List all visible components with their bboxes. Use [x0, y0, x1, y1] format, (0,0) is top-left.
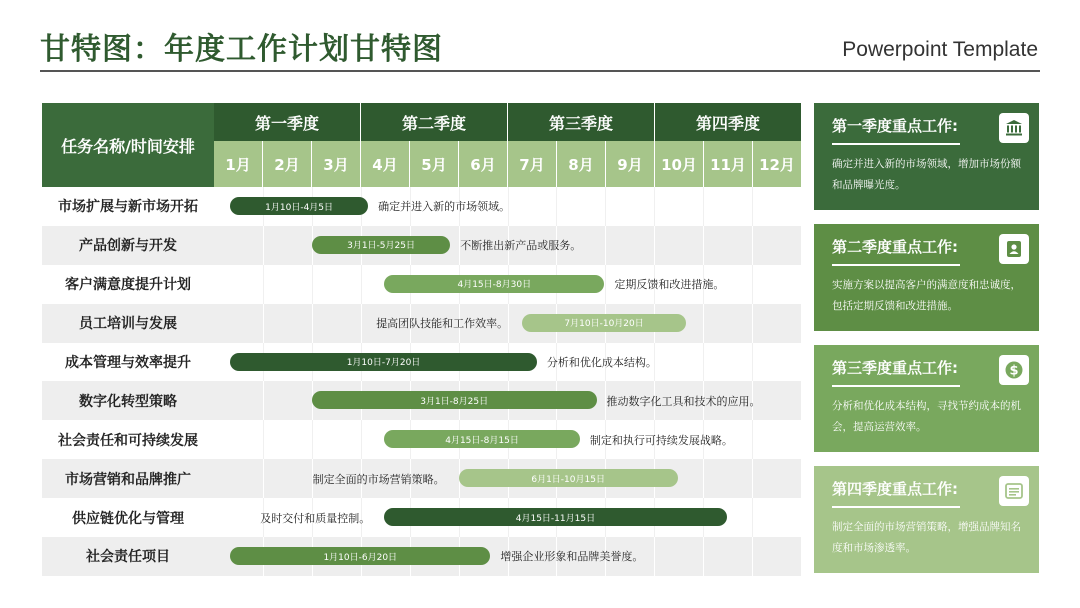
month-header: 2月	[263, 141, 312, 187]
grid-line	[263, 304, 264, 343]
task-timeline	[214, 537, 801, 576]
task-row	[42, 226, 801, 265]
task-row	[42, 381, 801, 420]
card-body: 制定全面的市场营销策略，增强品牌知名度和市场渗透率。	[832, 521, 1021, 554]
grid-line	[752, 265, 753, 304]
task-bar: 1月10日-6月20日	[230, 547, 490, 565]
task-timeline	[214, 304, 801, 343]
grid-line	[605, 226, 606, 265]
title-divider	[40, 70, 1040, 72]
task-note: 增强企业形象和品牌美誉度。	[500, 550, 644, 564]
task-row	[42, 498, 801, 537]
grid-line	[703, 304, 704, 343]
grid-line	[752, 420, 753, 459]
page-subtitle: Powerpoint Template	[842, 38, 1038, 61]
task-note: 提高团队技能和工作效率。	[376, 317, 509, 331]
task-note: 定期反馈和改进措施。	[614, 278, 725, 292]
task-row	[42, 420, 801, 459]
card-title-underline	[832, 385, 960, 387]
task-note: 推动数字化工具和技术的应用。	[606, 394, 761, 408]
task-bar: 4月15日-11月15日	[384, 508, 726, 526]
task-rows	[42, 187, 801, 576]
task-bar: 6月1日-10月15日	[459, 469, 678, 487]
grid-line	[361, 420, 362, 459]
grid-line	[654, 187, 655, 226]
grid-line	[703, 187, 704, 226]
task-note: 分析和优化成本结构。	[546, 356, 657, 369]
month-header: 4月	[361, 141, 410, 187]
task-timeline	[214, 343, 801, 382]
card-title-underline	[832, 264, 960, 266]
month-header: 9月	[606, 141, 655, 187]
task-bar: 7月10日-10月20日	[522, 314, 686, 332]
task-name: 产品创新与开发	[79, 238, 177, 255]
task-name: 成本管理与效率提升	[65, 355, 191, 371]
grid-line	[703, 459, 704, 498]
grid-line	[556, 187, 557, 226]
task-bar: 1月10日-4月5日	[230, 197, 368, 215]
grid-line	[605, 187, 606, 226]
task-row	[42, 265, 801, 304]
grid-line	[752, 304, 753, 343]
grid-line	[263, 226, 264, 265]
grid-line	[312, 304, 313, 343]
task-row	[42, 343, 801, 382]
task-bar: 1月10日-7月20日	[230, 353, 537, 371]
month-header: 1月	[214, 141, 263, 187]
card-title: 第三季度重点工作:	[832, 359, 958, 377]
task-name: 社会责任项目	[86, 549, 170, 566]
task-name: 市场营销和品牌推广	[65, 471, 191, 488]
quarter-focus-card	[814, 345, 1039, 452]
grid-line	[361, 304, 362, 343]
quarter-header: 第三季度	[508, 103, 655, 141]
id-card-icon	[999, 234, 1029, 264]
grid-line	[752, 187, 753, 226]
task-timeline	[214, 265, 801, 304]
task-bar: 3月1日-8月25日	[312, 391, 597, 409]
task-timeline	[214, 226, 801, 265]
task-note: 及时交付和质量控制。	[260, 511, 371, 525]
grid-line	[263, 265, 264, 304]
task-name: 数字化转型策略	[79, 393, 177, 410]
grid-line	[361, 265, 362, 304]
card-title-underline	[832, 506, 960, 508]
task-row	[42, 459, 801, 498]
grid-line	[703, 343, 704, 382]
quarter-header: 第四季度	[655, 103, 801, 141]
task-note: 不断推出新产品或服务。	[460, 239, 582, 253]
grid-line	[605, 265, 606, 304]
task-name: 客户满意度提升计划	[65, 277, 191, 294]
task-row	[42, 304, 801, 343]
task-note: 确定并进入新的市场领域。	[378, 200, 511, 214]
task-note: 制定和执行可持续发展战略。	[589, 433, 733, 447]
grid-line	[703, 226, 704, 265]
corner-header: 任务名称/时间安排	[42, 103, 214, 187]
month-header: 10月	[655, 141, 704, 187]
task-note: 制定全面的市场营销策略。	[312, 472, 445, 486]
grid-line	[263, 381, 264, 420]
quarter-focus-card	[814, 466, 1039, 573]
grid-line	[263, 459, 264, 498]
month-header: 3月	[312, 141, 361, 187]
card-body: 实施方案以提高客户的满意度和忠诚度，包括定期反馈和改进措施。	[832, 279, 1021, 312]
grid-line	[312, 265, 313, 304]
month-header: 8月	[557, 141, 606, 187]
task-row	[42, 537, 801, 576]
grid-line	[263, 420, 264, 459]
svg-text:$: $	[1009, 363, 1019, 379]
task-timeline	[214, 498, 801, 537]
grid-line	[312, 420, 313, 459]
grid-line	[752, 459, 753, 498]
page-title: 甘特图：年度工作计划甘特图	[40, 32, 443, 67]
task-timeline	[214, 420, 801, 459]
task-timeline	[214, 187, 801, 226]
card-title: 第一季度重点工作:	[832, 117, 958, 135]
card-body: 确定并进入新的市场领域，增加市场份额和品牌曝光度。	[832, 158, 1021, 191]
dollar-icon	[999, 355, 1029, 385]
grid-line	[703, 537, 704, 576]
task-timeline	[214, 381, 801, 420]
task-name: 社会责任和可持续发展	[58, 432, 198, 449]
task-name: 供应链优化与管理	[72, 510, 184, 527]
quarter-focus-card	[814, 103, 1039, 210]
quarter-header: 第二季度	[361, 103, 508, 141]
task-row	[42, 187, 801, 226]
grid-line	[654, 537, 655, 576]
grid-line	[752, 226, 753, 265]
card-title: 第四季度重点工作:	[832, 480, 958, 498]
month-header: 7月	[508, 141, 557, 187]
card-title-underline	[832, 143, 960, 145]
task-bar: 4月15日-8月15日	[384, 430, 580, 448]
card-title: 第二季度重点工作:	[832, 238, 958, 256]
quarter-header: 第一季度	[214, 103, 361, 141]
grid-line	[752, 343, 753, 382]
month-header: 5月	[410, 141, 459, 187]
task-bar: 4月15日-8月30日	[384, 275, 604, 293]
quarter-header-row	[214, 103, 801, 141]
task-timeline	[214, 459, 801, 498]
task-name: 员工培训与发展	[79, 316, 177, 333]
month-header: 12月	[753, 141, 801, 187]
task-name: 市场扩展与新市场开拓	[58, 199, 198, 216]
bank-icon	[999, 113, 1029, 143]
grid-line	[654, 226, 655, 265]
card-body: 分析和优化成本结构，寻找节约成本的机会，提高运营效率。	[832, 400, 1021, 433]
grid-line	[752, 498, 753, 537]
month-header: 6月	[459, 141, 508, 187]
month-header-row	[214, 141, 801, 187]
quarter-focus-card	[814, 224, 1039, 331]
grid-line	[752, 537, 753, 576]
month-header: 11月	[704, 141, 753, 187]
task-bar: 3月1日-5月25日	[312, 236, 450, 254]
document-icon	[999, 476, 1029, 506]
